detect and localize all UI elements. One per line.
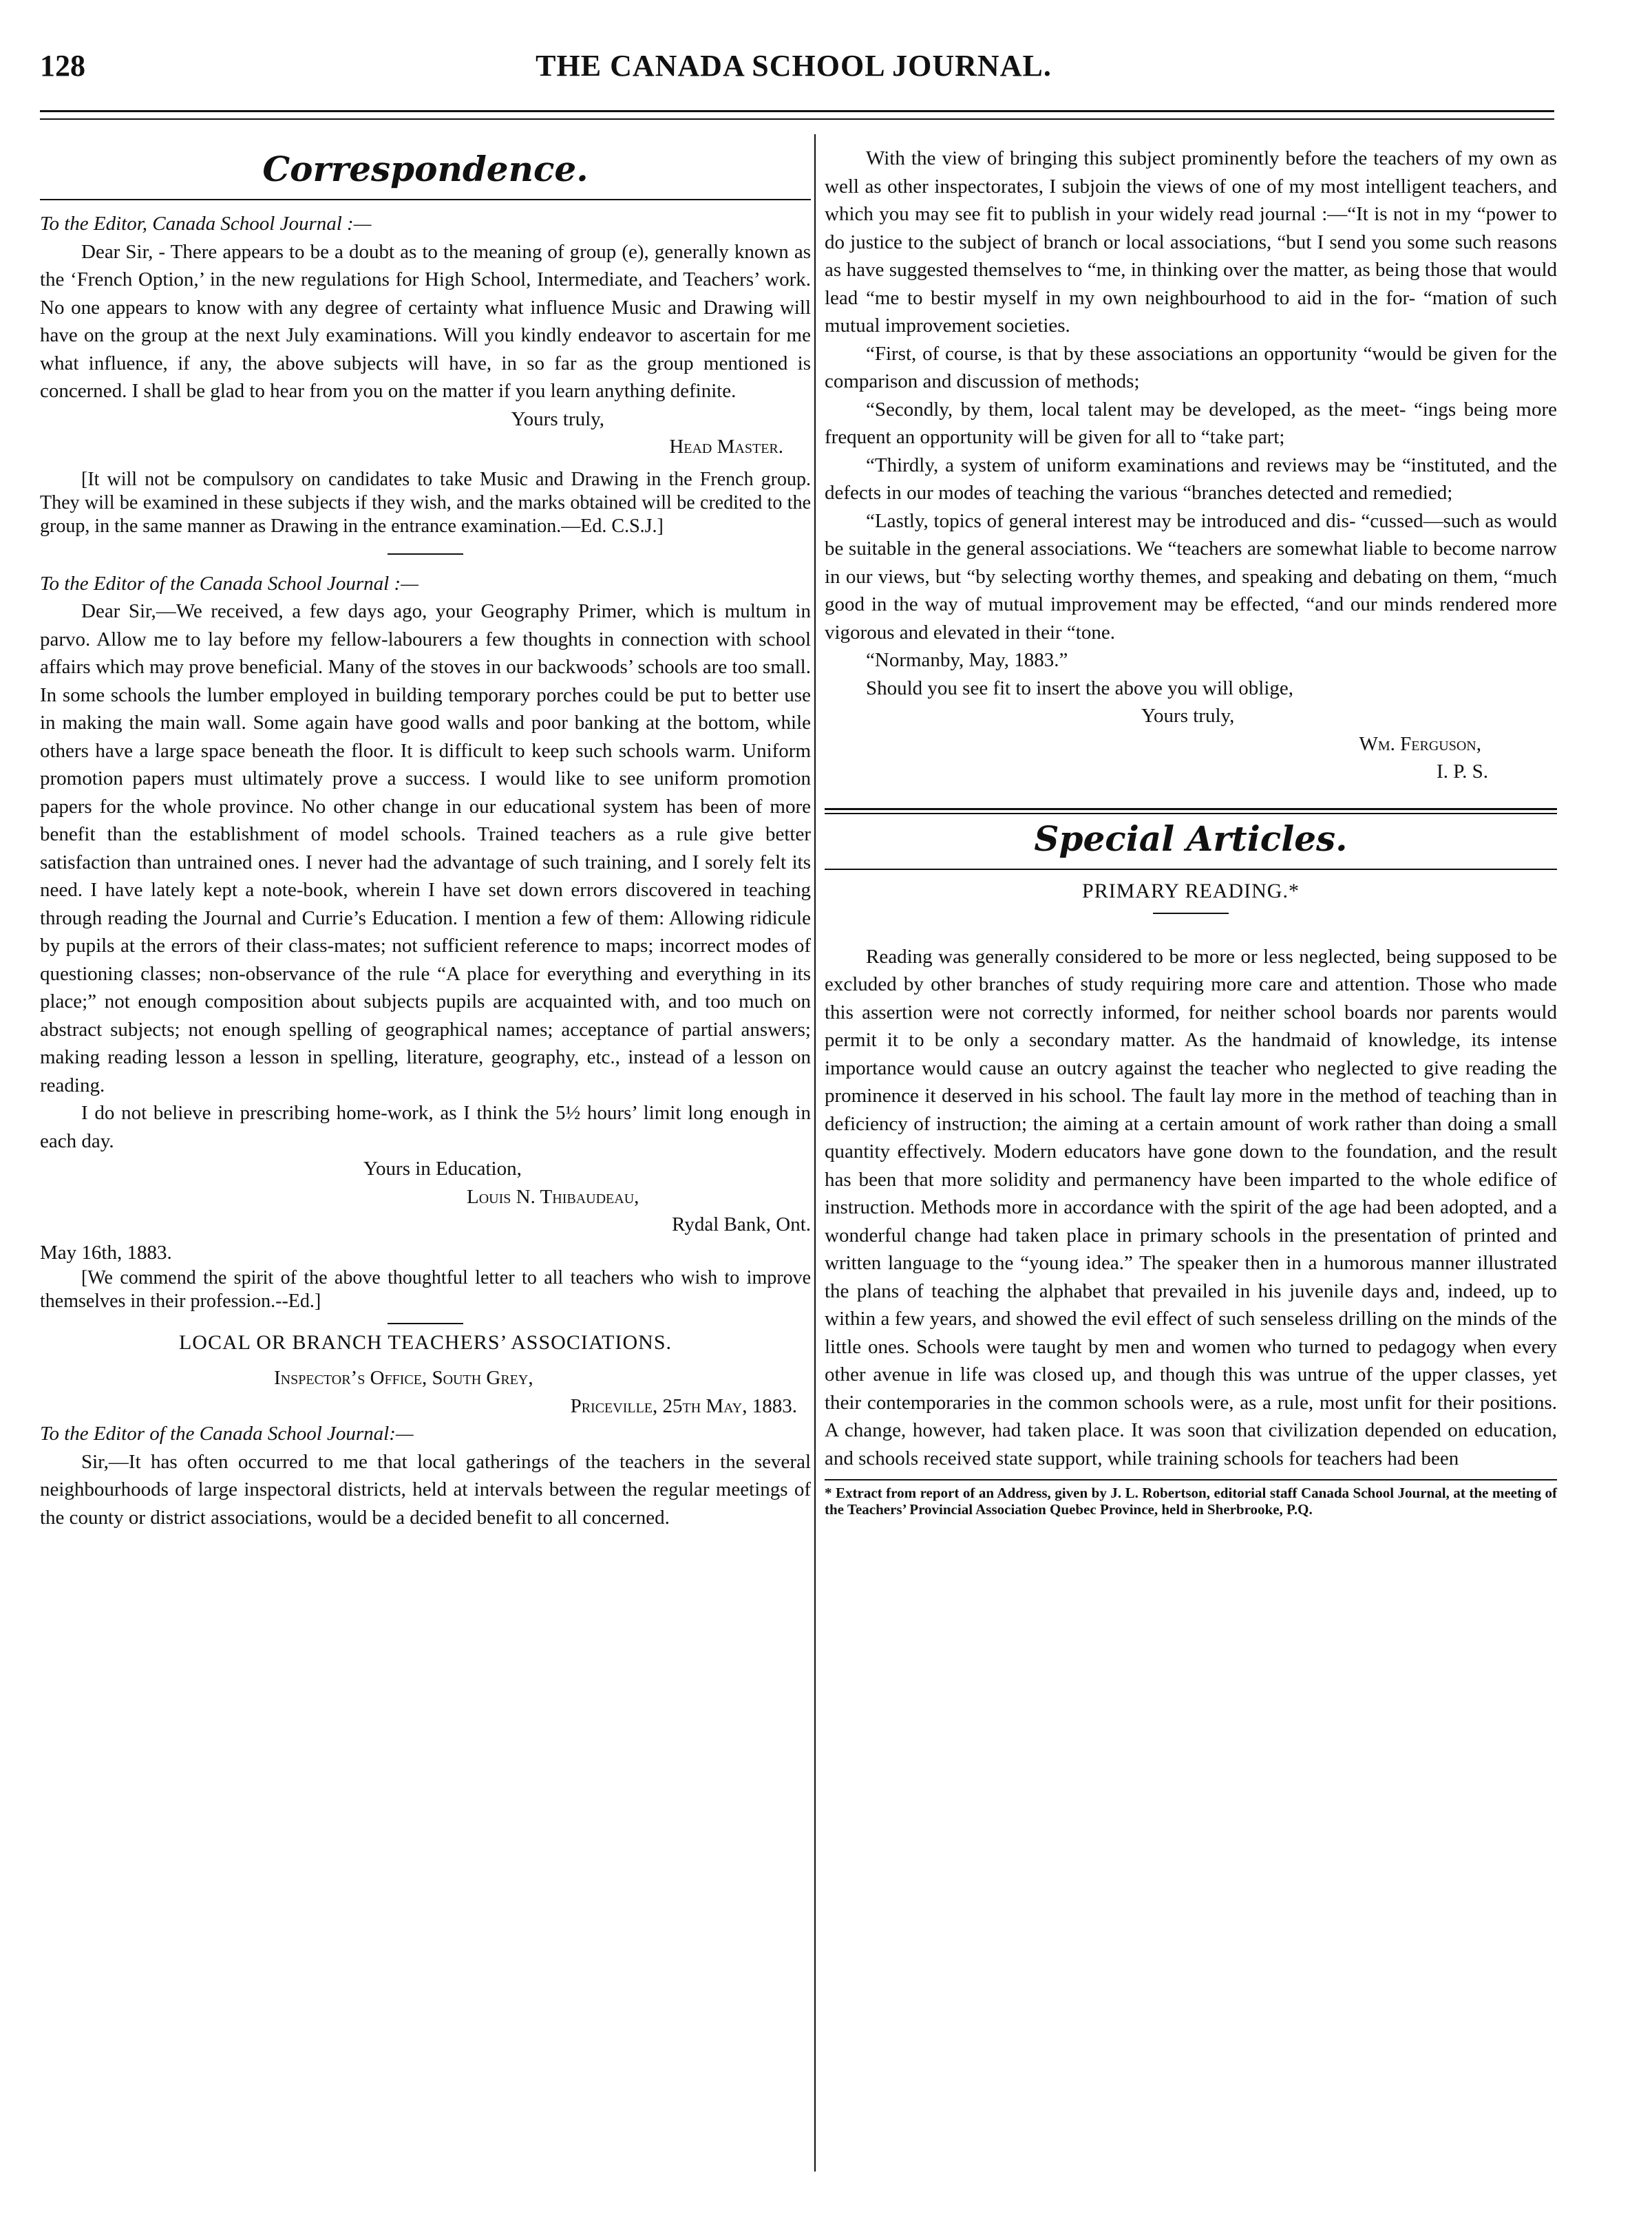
associations-heading: LOCAL OR BRANCH TEACHERS’ ASSOCIATIONS. <box>178 1331 673 1354</box>
section-title-special-articles: Special Articles. <box>1034 818 1348 859</box>
continuation-paragraph-3: “Secondly, by them, local talent may be developed, as the meet- “ings being more frequent an opportunity will be given for all to “take part; <box>825 398 1557 448</box>
section-rule-thin <box>825 813 1557 814</box>
letter2-editor-note: [We commend the spirit of the above thoughtful letter to all teachers who wish to improve themselves in their profession.--Ed.] <box>40 1267 811 1312</box>
article-body: Reading was generally considered to be more or less neglected, being supposed to be excluded by other branches of study requiring more care and attention. Those who made this assertion were not correctly informed, for neither school boards nor parents would permit it to be only a secondary matter. As the handmaid of knowledge, its intense importance would cause an outcry against the teacher who neglected to give reading the prominence it deserved in his school. The fault lay more in the method of teaching than in deficiency of instruction; the aiming at a certain amount of work rather than doing a small quantity effectively. Modern educators have gone down to the foundation, and the result has been that more solidity and permanency have been imparted to the whole edifice of instruction. Methods more in accordance with the spirit of the age had been adopted, and a wonderful change had taken place in primary schools in the presentation of printed and written language to the “young idea.” The speaker then in a humorous manner illustrated the plans of teaching the alphabet that prevailed in his juvenile days and, indeed, up to within a few years, and showed the evil effect of such senseless drilling on the minds of the little ones. Schools were taught by men and women who turned to pedagogy when every other avenue in life was closed up, and though this was untrue of the upper classes, yet their contemporaries in the common schools were, as a rule, most unfit for their positions. A change, however, had taken place. It was soon that civilization depended on education, and schools received state support, while training schools for teachers had been <box>825 945 1557 1469</box>
section-rule <box>825 869 1557 870</box>
letter3-place-date: Priceville, 25th May, 1883. <box>570 1394 797 1417</box>
letter1-editor-note: [It will not be compulsory on candidates to take Music and Drawing in the French group. They will be examined in these subjects if they wish, and the marks obtained will be credited to the group, in the same manner as Drawing in the entrance examination.—Ed. C.S.J.] <box>40 468 811 537</box>
column-divider <box>814 134 816 2172</box>
letter2-closing: Yours in Education, <box>363 1158 522 1180</box>
section-rule <box>40 199 811 200</box>
continuation-paragraph-5: “Lastly, topics of general interest may be introduced and dis- “cussed—such as would be suitable in the general associations. We “teachers are somewhat liable to become narrow in our views, but “by selecting worthy themes, and speaking and debating on them, “much good in the way of mutual improvement may be effected, “and our minds rendered more vigorous and elevated in their “tone. <box>825 509 1557 644</box>
right-closing: Yours truly, <box>1141 705 1235 727</box>
continuation-paragraph-4: “Thirdly, a system of uniform examinations and reviews may be “instituted, and the defects in our modes of teaching the various “branches detected and remedied; <box>825 454 1557 504</box>
divider-rule <box>1153 913 1229 914</box>
letter2-date: May 16th, 1883. <box>40 1241 172 1264</box>
page-number: 128 <box>40 49 85 83</box>
journal-title: THE CANADA SCHOOL JOURNAL. <box>536 49 1052 83</box>
right-signature: Wm. Ferguson, <box>1359 732 1481 755</box>
letter2-address: Rydal Bank, Ont. <box>672 1213 811 1235</box>
continuation-paragraph-6: “Normanby, May, 1883.” <box>866 649 1068 671</box>
letter2-body: Dear Sir,—We received, a few days ago, your Geography Primer, which is multum in parvo. Allow me to lay before my fellow-labourers a few thoughts in connection with school affairs which may prove beneficial. Many of the stoves in our backwoods’ schools are too small. In some schools the lumber employed in building temporary porches could be put to better use in making the main wall. Some again have good walls and poor banking at the bottom, while others have a large space beneath the floor. It is difficult to keep such schools warm. Uniform promotion papers must ultimately prove a success. I would like to see uniform promotion papers for the whole province. No other change in our educational system has been of more benefit than the establishment of model schools. Trained teachers as a rule give better satisfaction than untrained ones. I never had the advantage of such training, and I sorely felt its need. I have lately kept a note-book, wherein I have set down errors discovered in teaching through reading the Journal and Currie’s Education. I mention a few of them: Allowing ridicule by pupils at the errors of their class-mates; not sufficient reference to maps; incorrect modes of questioning classes; non-observance of the rule “A place for everything and everything in its place;” not enough composition about subjects pupils are acquainted with, and too much on abstract subjects; not enough spelling of geographical names; acceptance of partial answers; making reading lesson a lesson in spelling, literature, geography, etc., instead of a lesson on reading. <box>40 600 811 1096</box>
page-header <box>40 48 1547 96</box>
continuation-paragraph-2: “First, of course, is that by these associations an opportunity “would be given for the comparison and discussion of methods; <box>825 342 1557 392</box>
continuation-paragraph-1: With the view of bringing this subject prominently before the teachers of my own as well as other inspectorates, I subjoin the views of one of my most intelligent teachers, and which you may see fit to publish in your widely read journal :—“It is not in my “power to do justice to the subject of branch or local associations, “but I send you some such reasons as have suggested themselves to “me, in thinking over the matter, as being those that would lead “me to bestir myself in my own neighbourhood to aid in the for- “mation of such mutual improvement societies. <box>825 147 1557 337</box>
article-heading: PRIMARY READING.* <box>1082 879 1300 902</box>
letter3-salutation: To the Editor of the Canada School Journal:— <box>40 1423 414 1445</box>
divider-rule <box>388 1323 463 1324</box>
footnote-rule <box>825 1479 1557 1480</box>
letter1-salutation: To the Editor, Canada School Journal :— <box>40 213 372 235</box>
letter2-salutation: To the Editor of the Canada School Journal :— <box>40 572 419 595</box>
left-column <box>40 145 811 1531</box>
article-footnote: * Extract from report of an Address, given by J. L. Robertson, editorial staff Canada School Journal, at the meeting of the Teachers’ Provincial Association Quebec Province, held in Sherbrooke, P.Q. <box>825 1485 1557 1518</box>
right-column <box>825 145 1557 1518</box>
header-rule-top <box>40 110 1554 112</box>
continuation-paragraph-7: Should you see fit to insert the above you will oblige, <box>866 677 1293 699</box>
section-title-correspondence: Correspondence. <box>262 149 589 189</box>
letter2-body2: I do not believe in prescribing home-work, as I think the 5½ hours’ limit long enough in each day. <box>40 1102 811 1152</box>
header-rule-bottom <box>40 118 1554 120</box>
letter3-office: Inspector’s Office, South Grey, <box>274 1367 533 1389</box>
right-signature-title: I. P. S. <box>1437 761 1488 783</box>
letter1-signature: Head Master. <box>669 436 783 458</box>
divider-rule <box>388 553 463 555</box>
section-rule-thick <box>825 808 1557 810</box>
letter2-signature: Louis N. Thibaudeau, <box>467 1185 639 1208</box>
letter1-closing: Yours truly, <box>511 407 604 430</box>
letter3-body: Sir,—It has often occurred to me that local gatherings of the teachers in the several neighbourhoods of large inspectoral districts, held at intervals between the regular meetings of the county or district associations, would be a decided benefit to all concerned. <box>40 1450 811 1529</box>
letter1-body: Dear Sir, - There appears to be a doubt as to the meaning of group (e), generally known as the ‘French Option,’ in the new regulations for High School, Intermediate, and Teachers’ work. No one appears to know with any degree of certainty what influence Music and Drawing will have on the group at the next July examinations. Will you kindly endeavor to ascertain for me what influence, if any, the above subjects will have, in so far as the group mentioned is concerned. I shall be glad to hear from you on the matter if you learn anything definite. <box>40 240 811 402</box>
